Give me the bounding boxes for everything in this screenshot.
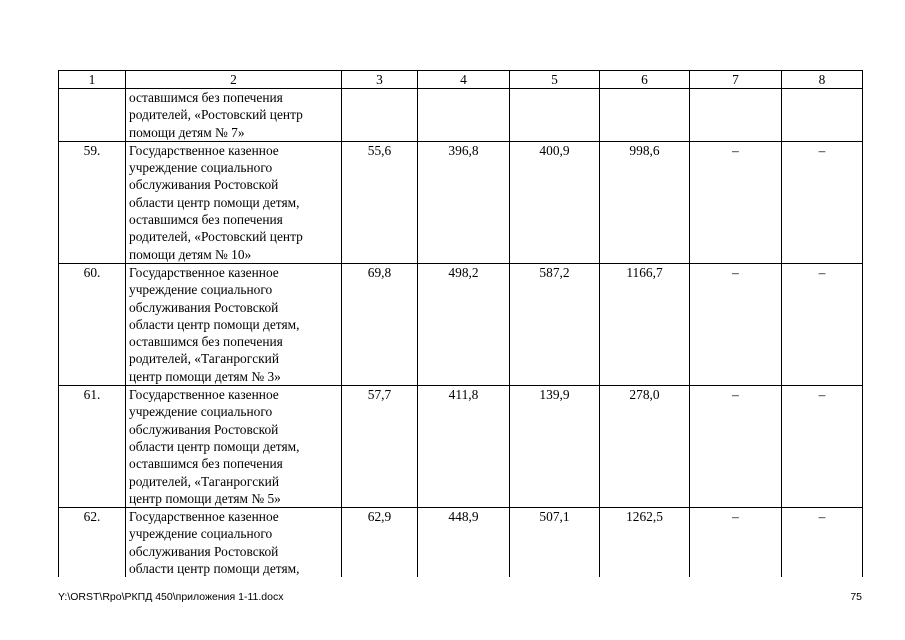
name-line: Государственное казенное: [129, 264, 279, 280]
name-line: помощи детям № 10»: [129, 246, 252, 262]
value-cell-col3: 57,7: [342, 386, 418, 508]
table-row: [59, 386, 863, 508]
name-line: области центр помощи детям,: [129, 316, 300, 332]
name-line: оставшимся без попечения: [129, 212, 283, 228]
footer-file-path: Y:\ORST\Rpo\РКПД 450\приложения 1-11.docx: [58, 591, 284, 603]
name-line: родителей, «Ростовский центр: [129, 229, 303, 245]
name-line: родителей, «Таганрогский: [129, 473, 280, 489]
value-cell-col4: 411,8: [418, 386, 510, 508]
row-number-cell: 62.: [59, 508, 126, 578]
name-line: обслуживания Ростовской: [129, 177, 279, 193]
value-cell-col7: –: [690, 508, 782, 578]
row-number-cell: 60.: [59, 263, 126, 385]
name-line: учреждение социального: [129, 282, 273, 298]
name-line: центр помощи детям № 5»: [129, 490, 281, 506]
value-cell-col6: 278,0: [600, 386, 690, 508]
value-cell-col3: 62,9: [342, 508, 418, 578]
value-cell-col7: –: [690, 263, 782, 385]
name-line: центр помощи детям № 3»: [129, 368, 281, 384]
name-line: учреждение социального: [129, 160, 273, 176]
institution-name-cell: [126, 141, 342, 263]
value-cell-col8: [782, 89, 863, 142]
column-number-header-row: [59, 71, 863, 89]
value-cell-col6: [600, 89, 690, 142]
institution-name-cell: [126, 89, 342, 142]
institution-name-cell: [126, 386, 342, 508]
institution-name-cell: [126, 508, 342, 578]
name-line: обслуживания Ростовской: [129, 543, 279, 559]
name-line: области центр помощи детям,: [129, 194, 300, 210]
value-cell-col4: 448,9: [418, 508, 510, 578]
value-cell-col5: 139,9: [510, 386, 600, 508]
value-cell-col4: 396,8: [418, 141, 510, 263]
value-cell-col4: [418, 89, 510, 142]
value-cell-col8: –: [782, 263, 863, 385]
value-cell-col7: –: [690, 386, 782, 508]
value-cell-col7: [690, 89, 782, 142]
value-cell-col4: 498,2: [418, 263, 510, 385]
data-table: [58, 70, 863, 577]
column-header: 1: [59, 71, 126, 89]
row-number-cell: 61.: [59, 386, 126, 508]
value-cell-col5: 587,2: [510, 263, 600, 385]
name-line: области центр помощи детям,: [129, 561, 300, 577]
value-cell-col8: –: [782, 141, 863, 263]
value-cell-col3: 55,6: [342, 141, 418, 263]
value-cell-col3: 69,8: [342, 263, 418, 385]
name-line: Государственное казенное: [129, 509, 279, 525]
name-line: учреждение социального: [129, 404, 273, 420]
name-line: учреждение социального: [129, 526, 273, 542]
name-line: области центр помощи детям,: [129, 438, 300, 454]
name-line: помощи детям № 7»: [129, 124, 245, 140]
table-row: [59, 141, 863, 263]
value-cell-col5: 507,1: [510, 508, 600, 578]
column-header: 3: [342, 71, 418, 89]
name-line: Государственное казенное: [129, 387, 279, 403]
name-line: Государственное казенное: [129, 142, 279, 158]
value-cell-col7: –: [690, 141, 782, 263]
page-number: 75: [850, 591, 862, 603]
column-header: 8: [782, 71, 863, 89]
value-cell-col8: –: [782, 386, 863, 508]
name-line: оставшимся без попечения: [129, 456, 283, 472]
value-cell-col5: 400,9: [510, 141, 600, 263]
value-cell-col8: –: [782, 508, 863, 578]
row-number-cell: 59.: [59, 141, 126, 263]
table-row: [59, 89, 863, 142]
name-line: оставшимся без попечения: [129, 334, 283, 350]
name-line: обслуживания Ростовской: [129, 299, 279, 315]
row-number-cell: [59, 89, 126, 142]
table-row: [59, 263, 863, 385]
column-header: 2: [126, 71, 342, 89]
value-cell-col5: [510, 89, 600, 142]
value-cell-col3: [342, 89, 418, 142]
institution-name-cell: [126, 263, 342, 385]
name-line: родителей, «Таганрогский: [129, 351, 280, 367]
column-header: 4: [418, 71, 510, 89]
column-header: 6: [600, 71, 690, 89]
name-line: обслуживания Ростовской: [129, 421, 279, 437]
column-header: 5: [510, 71, 600, 89]
value-cell-col6: 1262,5: [600, 508, 690, 578]
value-cell-col6: 1166,7: [600, 263, 690, 385]
column-header: 7: [690, 71, 782, 89]
table-row: [59, 508, 863, 578]
name-line: оставшимся без попечения: [129, 90, 283, 105]
name-line: родителей, «Ростовский центр: [129, 107, 303, 123]
value-cell-col6: 998,6: [600, 141, 690, 263]
